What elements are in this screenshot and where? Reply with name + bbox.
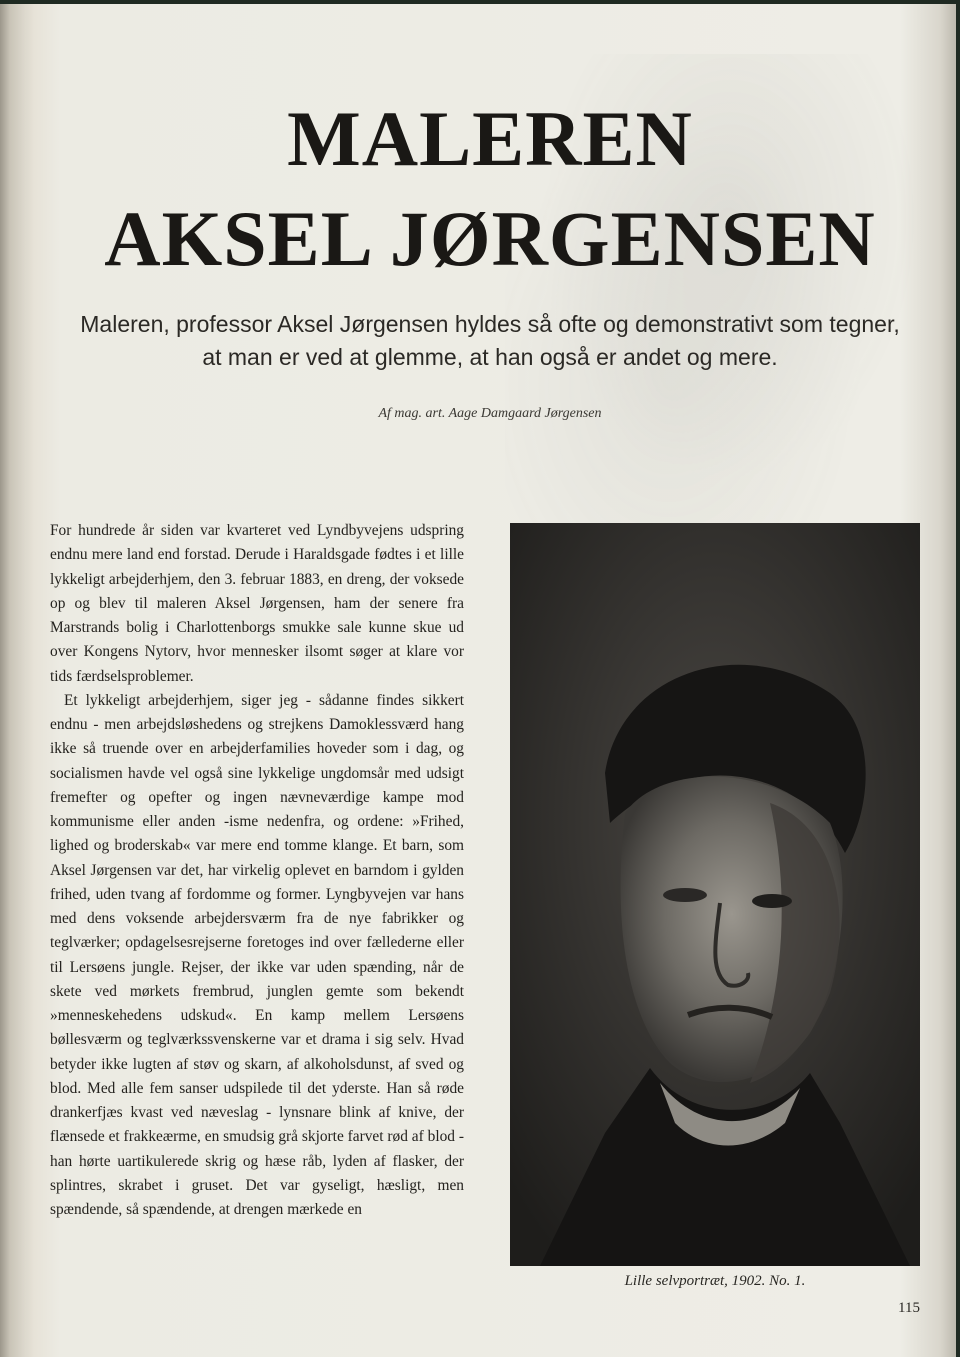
article-title-line-2: AKSEL JØRGENSEN (104, 195, 876, 282)
body-paragraph-1: For hundrede år siden var kvarteret ved Lyndbyvejens udspring endnu mere land end forstad. Derude i Haraldsgade fødtes i et lille lykkeligt arbejderhjem, den 3. februar 1883, en dreng, der voksede op og blev til maleren Aksel Jørgensen, ham der senere fra Marstrands bolig i Charlottenborgs smukke sale kunne skue ud over Kongens Nytorv, hvor mennesker ilsomt søger at klare vor tids færdselsproblemer. (50, 522, 464, 685)
book-spine-shadow (0, 4, 34, 1357)
lead-line-2: at man er ved at glemme, at han også er andet og mere. (202, 344, 778, 370)
article-title-line-1: MALEREN (287, 95, 693, 182)
article-body (50, 519, 464, 1222)
lead-line-1: Maleren, professor Aksel Jørgensen hyldes så ofte og demonstrativt som tegner, (80, 311, 900, 337)
photo-caption: Lille selvportræt, 1902. No. 1. (624, 1273, 806, 1289)
self-portrait-photo (510, 523, 920, 1266)
article-lead (60, 308, 920, 374)
author-byline: Af mag. art. Aage Damgaard Jørgensen (378, 406, 602, 421)
page-number: 115 (898, 1300, 920, 1316)
body-paragraph-2: Et lykkeligt arbejderhjem, siger jeg - sådanne findes sikkert endnu - men arbejdsløshedens og strejkens Damoklessværd hang ikke så truende over en arbejderfamilies hoveder som i dag, og socialismen havde vel også sine lykkelige ungdomsår med udsigt fremefter og opefter og ingen nævneværdige kampe mod kommunisme eller anden -isme nedenfra, og ordene: »Frihed, lighed og broderskab« var mere end tomme klange. Et barn, som Aksel Jørgensen var det, har virkelig oplevet en barndom i gylden frihed, uden tvang af fordomme og former. Lyngbyvejen var hans med dens voksende arbejdersværm fra de nye fabrikker og teglværker; opdagelsesrejserne foretoges ind over fællederne eller til Lersøens jungle. Rejser, der ikke var uden spænding, når de skete ved mørkets frembrud, junglen gemte som bekendt »menneskehedens udskud«. En kamp mellem Lersøens bøllesværm og teglværkssvenskerne var et drama i sig selv. Hvad betyder ikke lugten af støv og skarn, af alkoholsdunst, af sved og blod. Med alle fem sanser udspilede til det yderste. Han så røde drankerfjæs kvast ved næveslag - lynsnare blink af knive, der flænsede et frakkeærme, en smudsig grå skjorte farvet rød af blod - han hørte uartikulerede skrig og hæse råb, lyden af flasker, der splintres, skrabet i gruset. Det var gyseligt, hæsligt, men spændende, så spændende, at drengen mærkede en (50, 691, 464, 1218)
magazine-page (0, 4, 956, 1357)
